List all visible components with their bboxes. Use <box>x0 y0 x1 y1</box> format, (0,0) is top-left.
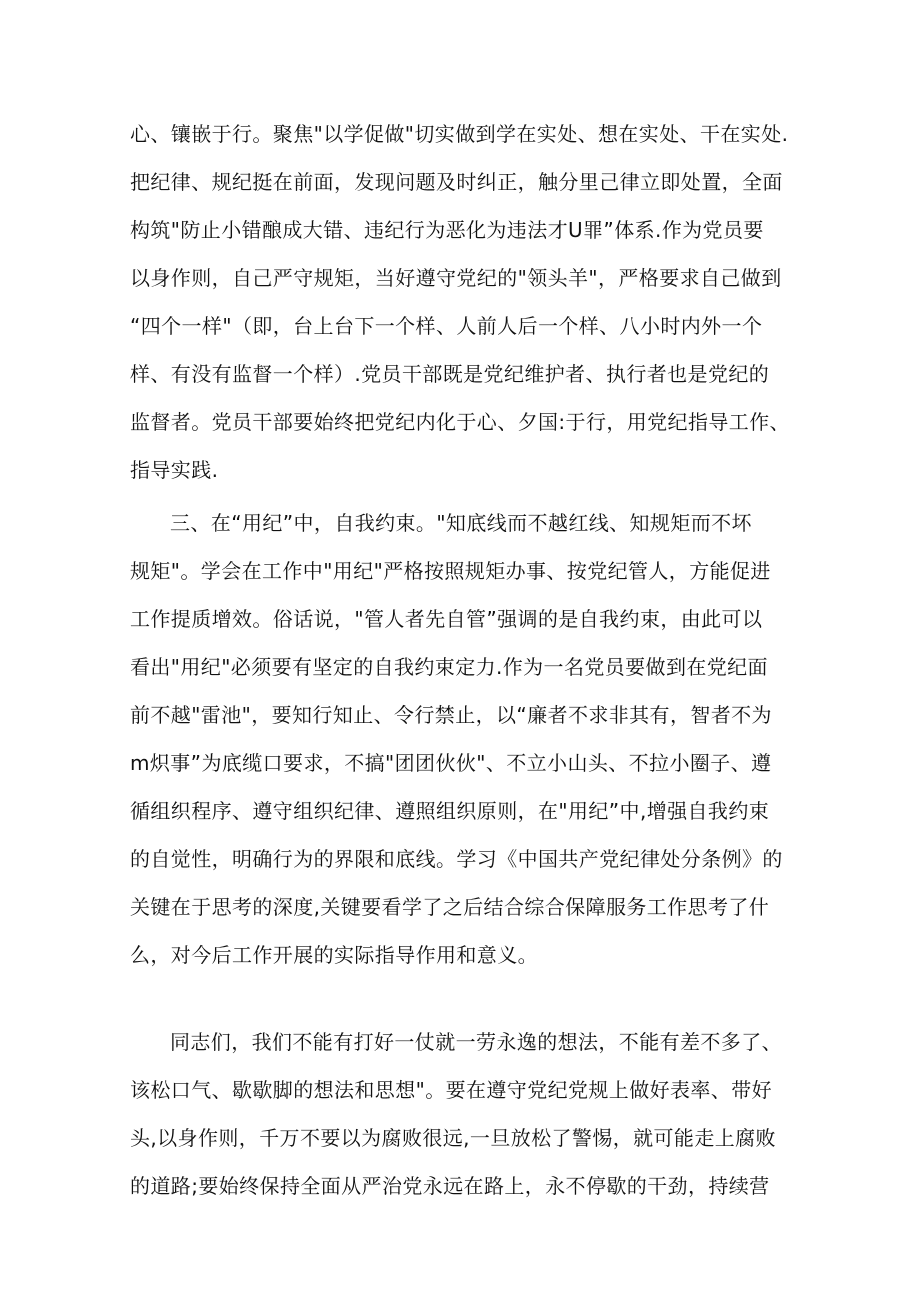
text-line: “四个一样"（即，台上台下一个样、人前人后一个样、八小时内外一个 <box>130 314 763 338</box>
text-line: 监督者。党员干部要始终把党纪内化于心、夕国:于行，用党纪指导工作、 <box>130 410 790 434</box>
text-line-indented: 三、在“用纪”中，自我约束。"知底线而不越红线、知规矩而不坏 <box>170 511 752 535</box>
paragraph-comrades <box>130 1018 810 1210</box>
text-line: 工作提质增效。俗话说，"管人者先自管”强调的是自我约束，由此可以 <box>130 607 763 631</box>
text-line: 构筑"防止小错酿成大错、违纪行为恶化为违法才U罪”体系.作为党员要 <box>130 218 764 242</box>
text-line: 前不越"雷池"，要知行知止、令行禁止，以“廉者不求非其有，智者不为 <box>130 703 772 727</box>
text-line: 循组织程序、遵守组织纪律、遵照组织原则，在"用纪”中,增强自我约束 <box>130 799 770 823</box>
text-line: m炽事”为底缆口要求，不搞"团团伙伙"、不立小山头、不拉小圈子、遵 <box>130 751 772 775</box>
paragraph-use-discipline <box>130 499 810 979</box>
text-line: 的道路;要始终保持全面从严治党永远在路上，永不停歇的干劲，持续营 <box>130 1174 770 1198</box>
text-line: 么，对今后工作开展的实际指导作用和意义。 <box>130 943 538 967</box>
text-line: 头,以身作则，千万不要以为腐败很远,一旦放松了警惕，就可能走上腐败 <box>130 1126 776 1150</box>
text-line: 指导实践. <box>130 458 219 482</box>
text-line: 该松口气、歇歇脚的想法和思想"。要在遵守党纪党规上做好表率、带好 <box>130 1078 772 1102</box>
text-line: 以身作则，自己严守规矩，当好遵守党纪的"领头羊"，严格要求自己做到 <box>130 266 782 290</box>
text-line: 规矩"。学会在工作中"用纪"严格按照规矩办事、按党纪管人，方能促进 <box>130 559 771 583</box>
text-line: 把纪律、规纪挺在前面，发现问题及时纠正，触分里己律立即处置，全面 <box>130 170 783 194</box>
text-line: 的自觉性，明确行为的界限和底线。学习《中国共产党纪律处分条例》的 <box>130 847 783 871</box>
text-line: 关键在于思考的深度,关键要看学了之后结合综合保障服务工作思考了什 <box>130 895 770 919</box>
text-line: 看出"用纪"必须要有坚定的自我约束定力.作为一名党员要做到在党纪面 <box>130 655 768 679</box>
text-line: 心、镶嵌于行。聚焦"以学促做"切实做到学在实处、想在实处、干在实处. <box>130 122 789 146</box>
text-line: 样、有没有监督一个样）.党员干部既是党纪维护者、执行者也是党纪的 <box>130 362 770 386</box>
paragraph-discipline-internalize <box>130 110 810 494</box>
text-line-indented: 同志们，我们不能有打好一仗就一劳永逸的想法，不能有差不多了、 <box>170 1030 782 1054</box>
